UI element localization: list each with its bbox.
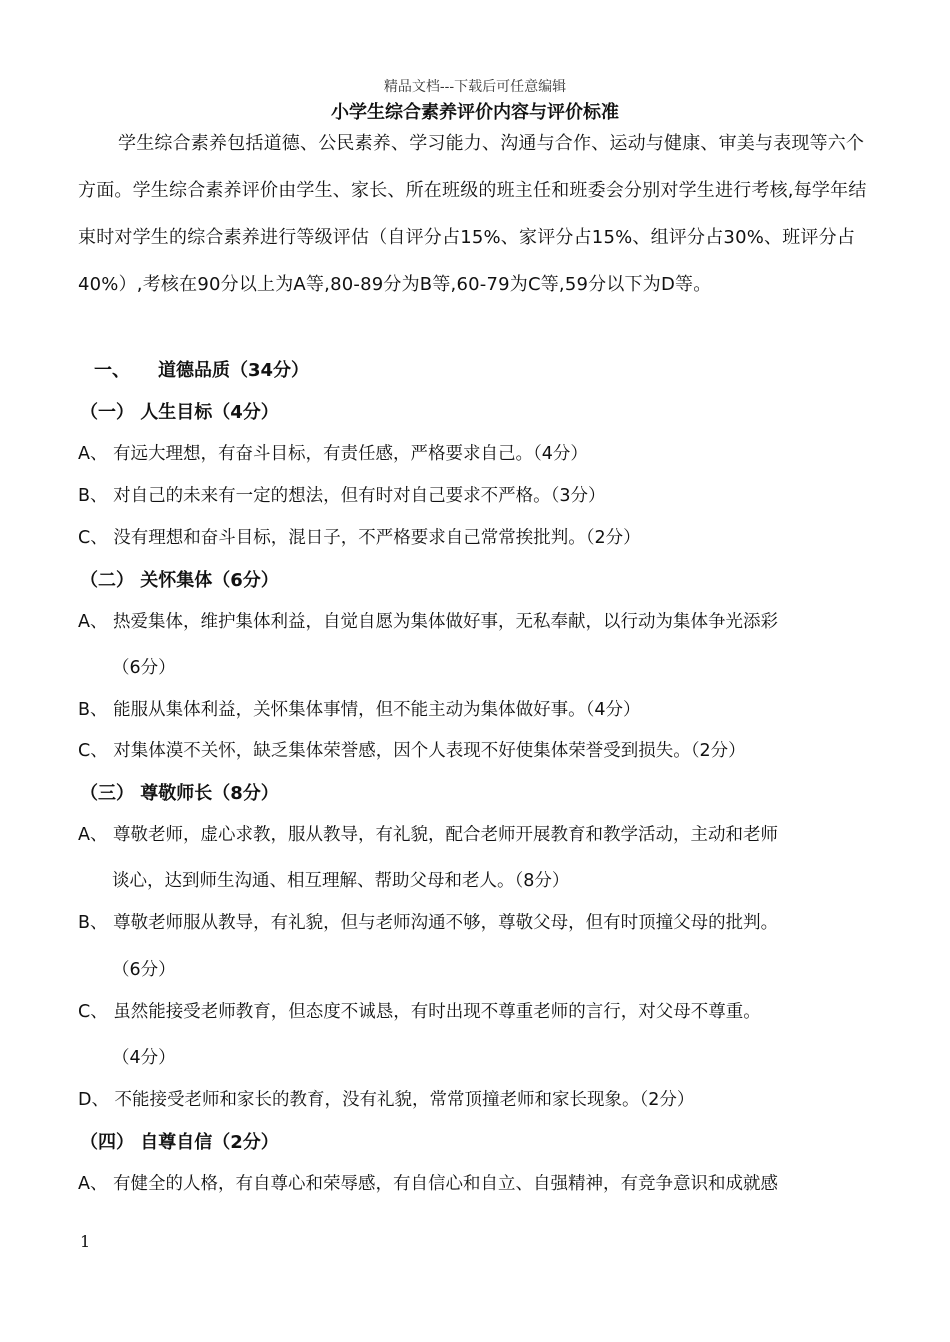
sub1-item-b: B、 对自己的未来有一定的想法，但有时对自己要求不严格。（3分） (78, 486, 606, 506)
subsection-1-heading: （一） 人生目标（4分） (80, 402, 279, 423)
section-1-title: 道德品质（34分） (158, 360, 310, 381)
sub3-item-a-line2: 谈心，达到师生沟通、相互理解、帮助父母和老人。（8分） (112, 871, 570, 891)
sub2-item-a-line1: A、 热爱集体，维护集体利益，自觉自愿为集体做好事，无私奉献，以行动为集体争光添彩 (78, 612, 779, 632)
page-number: 1 (80, 1232, 91, 1251)
sub2-item-c: C、 对集体漠不关怀，缺乏集体荣誉感，因个人表现不好使集体荣誉受到损失。（2分） (78, 741, 746, 761)
sub1-item-a: A、 有远大理想，有奋斗目标，有责任感，严格要求自己。（4分） (78, 444, 588, 464)
subsection-3-heading: （三） 尊敬师长（8分） (80, 783, 279, 804)
section-1-number: 一、 (94, 360, 130, 381)
sub3-item-c-line2: （4分） (112, 1048, 176, 1068)
sub2-item-b: B、 能服从集体利益，关怀集体事情，但不能主动为集体做好事。（4分） (78, 700, 641, 720)
sub3-item-b-line1: B、 尊敬老师服从教导，有礼貌，但与老师沟通不够，尊敬父母，但有时顶撞父母的批判。 (78, 913, 779, 933)
intro-paragraph: 学生综合素养包括道德、公民素养、学习能力、沟通与合作、运动与健康、审美与表现等六个方面。学生综合素养评价由学生、家长、所在班级的班主任和班委会分别对学生进行考核,每学年结束时对学生的综合素养进行等级评估（自评分占15%、家评分占15%、组评分占30%、班评分占40%）,考核在90分以上为A等,80-89分为B等,60-79为C等,59分以下为D等。 (78, 133, 867, 295)
document-title: 小学生综合素养评价内容与评价标准 (331, 102, 619, 123)
sub3-item-b-line2: （6分） (112, 960, 176, 980)
sub3-item-c-line1: C、 虽然能接受老师教育，但态度不诚恳，有时出现不尊重老师的言行，对父母不尊重。 (78, 1002, 761, 1022)
sub4-item-a-line1: A、 有健全的人格，有自尊心和荣辱感，有自信心和自立、自强精神，有竞争意识和成就感 (78, 1174, 779, 1194)
subsection-2-heading: （二） 关怀集体（6分） (80, 570, 279, 591)
subsection-4-heading: （四） 自尊自信（2分） (80, 1132, 279, 1153)
watermark-header: 精品文档---下载后可任意编辑 (383, 79, 567, 95)
sub1-item-c: C、 没有理想和奋斗目标，混日子，不严格要求自己常常挨批判。（2分） (78, 528, 641, 548)
sub3-item-a-line1: A、 尊敬老师，虚心求教，服从教导，有礼貌，配合老师开展教育和教学活动，主动和老师 (78, 825, 779, 845)
sub3-item-d: D、 不能接受老师和家长的教育，没有礼貌，常常顶撞老师和家长现象。（2分） (78, 1090, 695, 1110)
sub2-item-a-line2: （6分） (112, 658, 176, 678)
